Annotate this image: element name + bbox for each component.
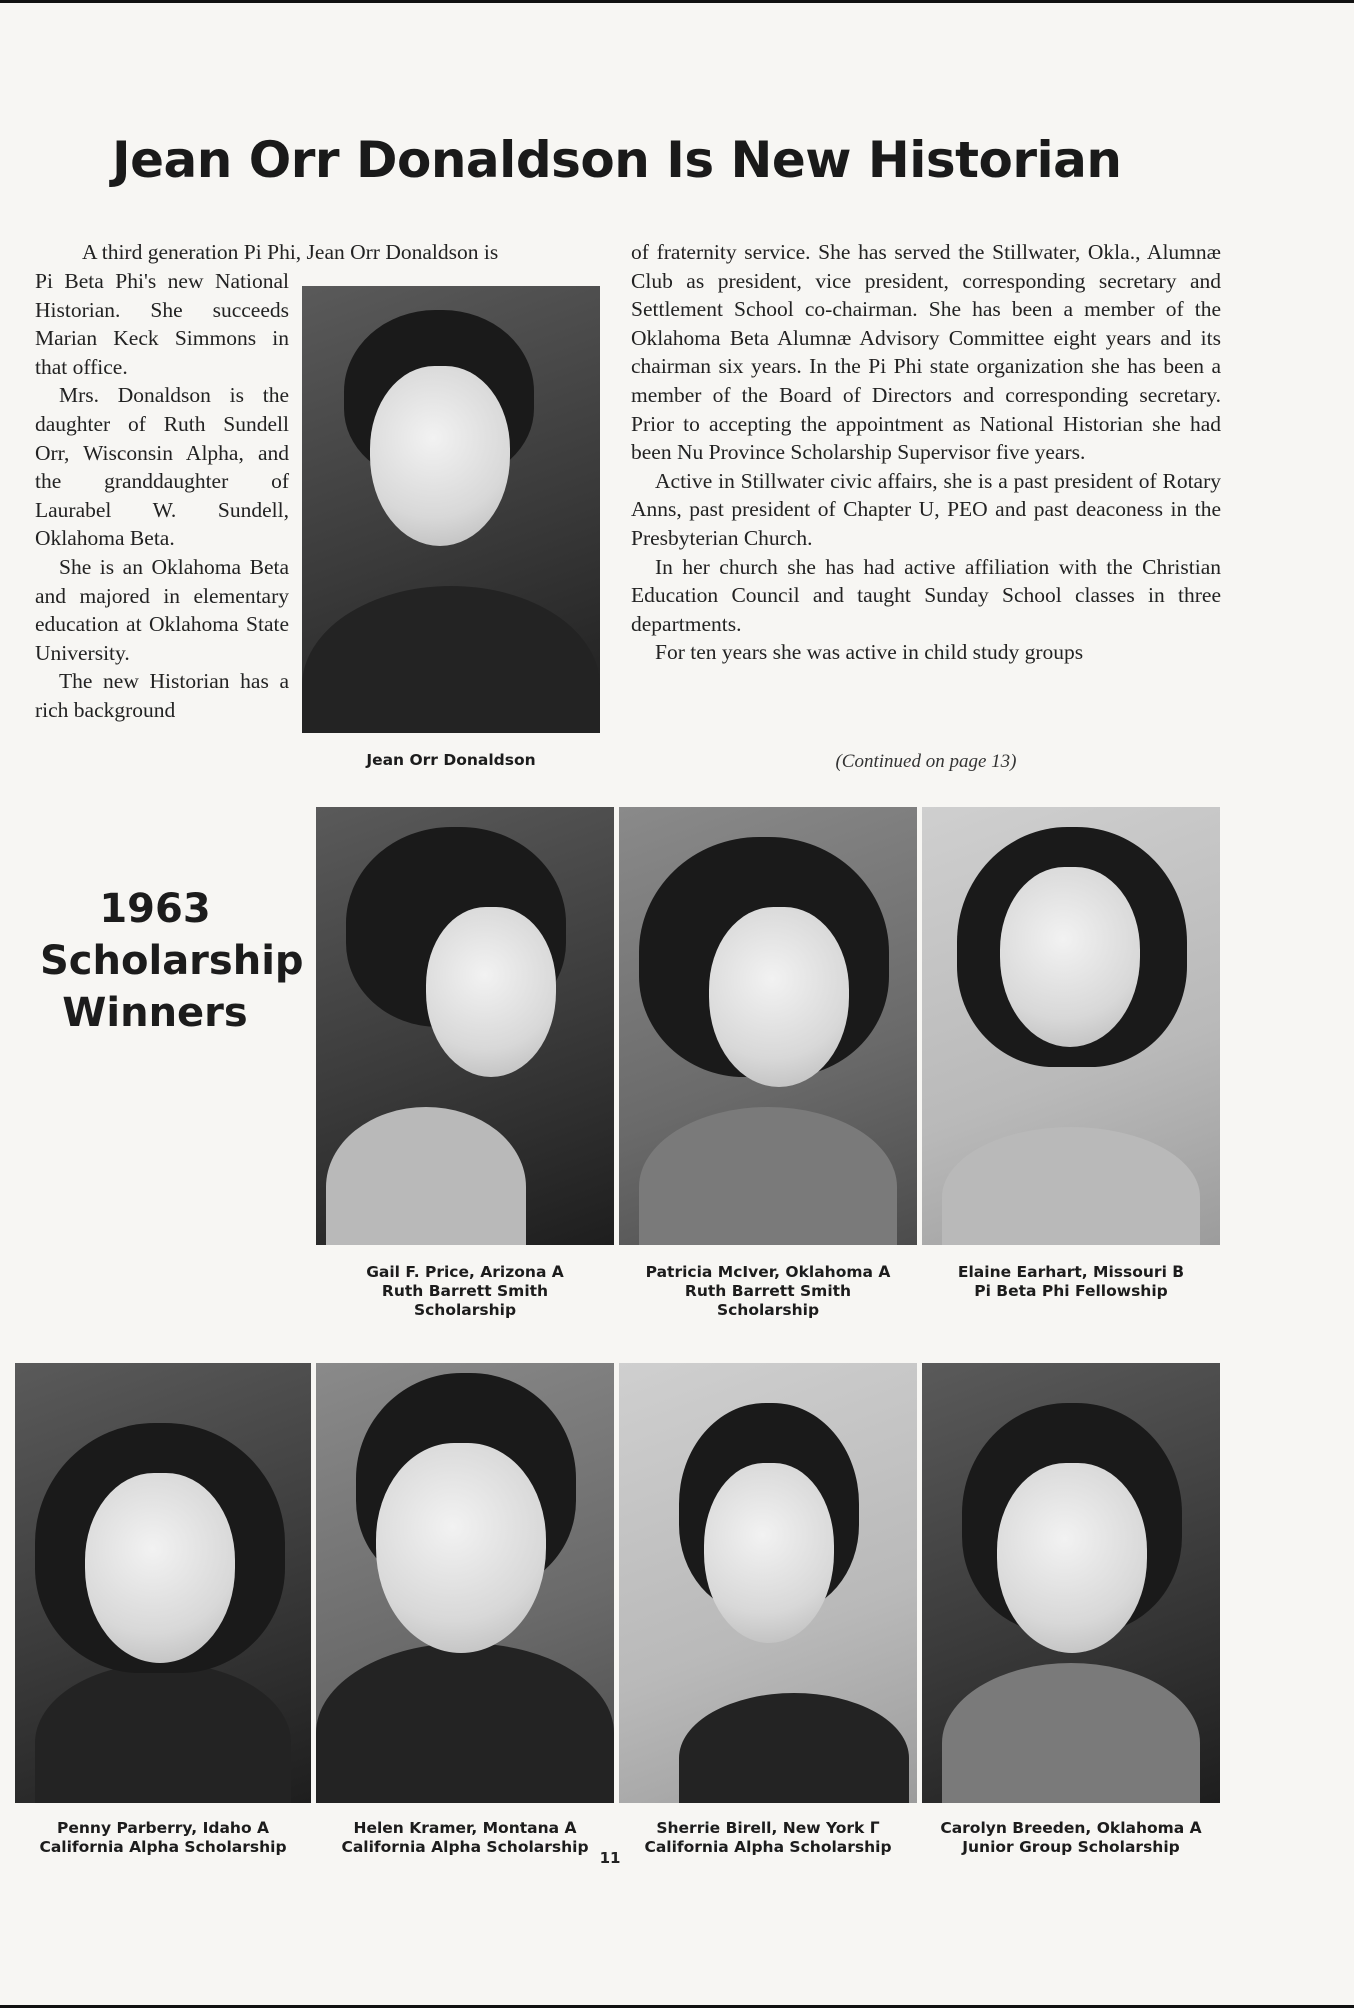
winner-caption (922, 1263, 1220, 1301)
historian-portrait (302, 286, 600, 733)
continued-note: (Continued on page 13) (835, 751, 1017, 772)
article-left-column (35, 267, 289, 725)
article-paragraph: Pi Beta Phi's new National Historian. She succeeds Marian Keck Simmons in that office. (35, 269, 289, 379)
scholarship-title-year: 1963 (99, 886, 211, 932)
article-intro: A third generation Pi Phi, Jean Orr Donaldson is (82, 240, 499, 264)
scholarship-title (40, 883, 304, 1039)
winner-caption (619, 1263, 917, 1320)
winner-photo-carolyn-breeden (922, 1363, 1220, 1803)
page-number: 11 (599, 1849, 621, 1867)
article-headline: Jean Orr Donaldson Is New Historian (112, 131, 1122, 189)
winner-award: California Alpha Scholarship (341, 1838, 589, 1856)
article-paragraph: She is an Oklahoma Beta and majored in elementary education at Oklahoma State University. (35, 554, 289, 665)
article-paragraph: of fraternity service. She has served the Stillwater, Okla., Alumnæ Club as president, vice president, corresponding secretary and Settlement School co-chairman. She has been a member of the Oklahoma Beta Alumnæ Advisory Committee eight years and its chairman six years. In the Pi Phi state organization she has been a member of the Board of Directors and corresponding secretary. Prior to accepting the appointment as National Historian she had been Nu Province Scholarship Supervisor five years. (631, 240, 1221, 465)
winner-name: Patricia McIver, Oklahoma Α (645, 1263, 891, 1281)
winner-name: Penny Parberry, Idaho Α (57, 1819, 269, 1837)
article-paragraph: Mrs. Donaldson is the daughter of Ruth Sundell Orr, Wisconsin Alpha, and the granddaughter of Laurabel W. Sundell, Oklahoma Beta. (35, 383, 289, 551)
winner-photo-gail-price (316, 807, 614, 1245)
winner-name: Helen Kramer, Montana Α (353, 1819, 577, 1837)
winner-photo-penny-parberry (15, 1363, 311, 1803)
winner-award: Junior Group Scholarship (962, 1838, 1180, 1856)
scholarship-title-word: Winners (62, 990, 248, 1036)
winner-photo-helen-kramer (316, 1363, 614, 1803)
winner-photo-elaine-earhart (922, 807, 1220, 1245)
article-right-column (631, 238, 1221, 667)
article-paragraph: For ten years she was active in child study groups (655, 640, 1084, 665)
winner-photo-sherrie-birell (619, 1363, 917, 1803)
winner-name: Sherrie Birell, New York Γ (656, 1819, 880, 1837)
winner-caption (13, 1819, 313, 1857)
winner-award: California Alpha Scholarship (39, 1838, 287, 1856)
winner-caption (921, 1819, 1221, 1857)
winner-award: Ruth Barrett Smith (684, 1282, 852, 1300)
article-paragraph: The new Historian has a rich background (35, 669, 289, 722)
winner-caption (618, 1819, 918, 1857)
scholarship-title-word: Scholarship (40, 938, 304, 984)
winner-caption (315, 1819, 615, 1857)
article-paragraph: Active in Stillwater civic affairs, she is a past president of Rotary Anns, past president of Chapter U, PEO and past deaconess in the Presbyterian Church. (631, 468, 1221, 550)
winner-name: Gail F. Price, Arizona Α (366, 1263, 564, 1281)
winner-award: Pi Beta Phi Fellowship (974, 1282, 1168, 1300)
winner-caption (316, 1263, 614, 1320)
winner-award: California Alpha Scholarship (644, 1838, 892, 1856)
winner-award: Scholarship (716, 1301, 820, 1319)
winner-award: Scholarship (413, 1301, 517, 1319)
historian-photo-caption: Jean Orr Donaldson (366, 751, 536, 769)
winner-photo-patricia-mciver (619, 807, 917, 1245)
article-paragraph: In her church she has had active affiliation with the Christian Education Council and taught Sunday School classes in three departments. (631, 554, 1221, 636)
winner-name: Elaine Earhart, Missouri Β (957, 1263, 1185, 1281)
winner-name: Carolyn Breeden, Oklahoma Α (940, 1819, 1202, 1837)
winner-award: Ruth Barrett Smith (381, 1282, 549, 1300)
